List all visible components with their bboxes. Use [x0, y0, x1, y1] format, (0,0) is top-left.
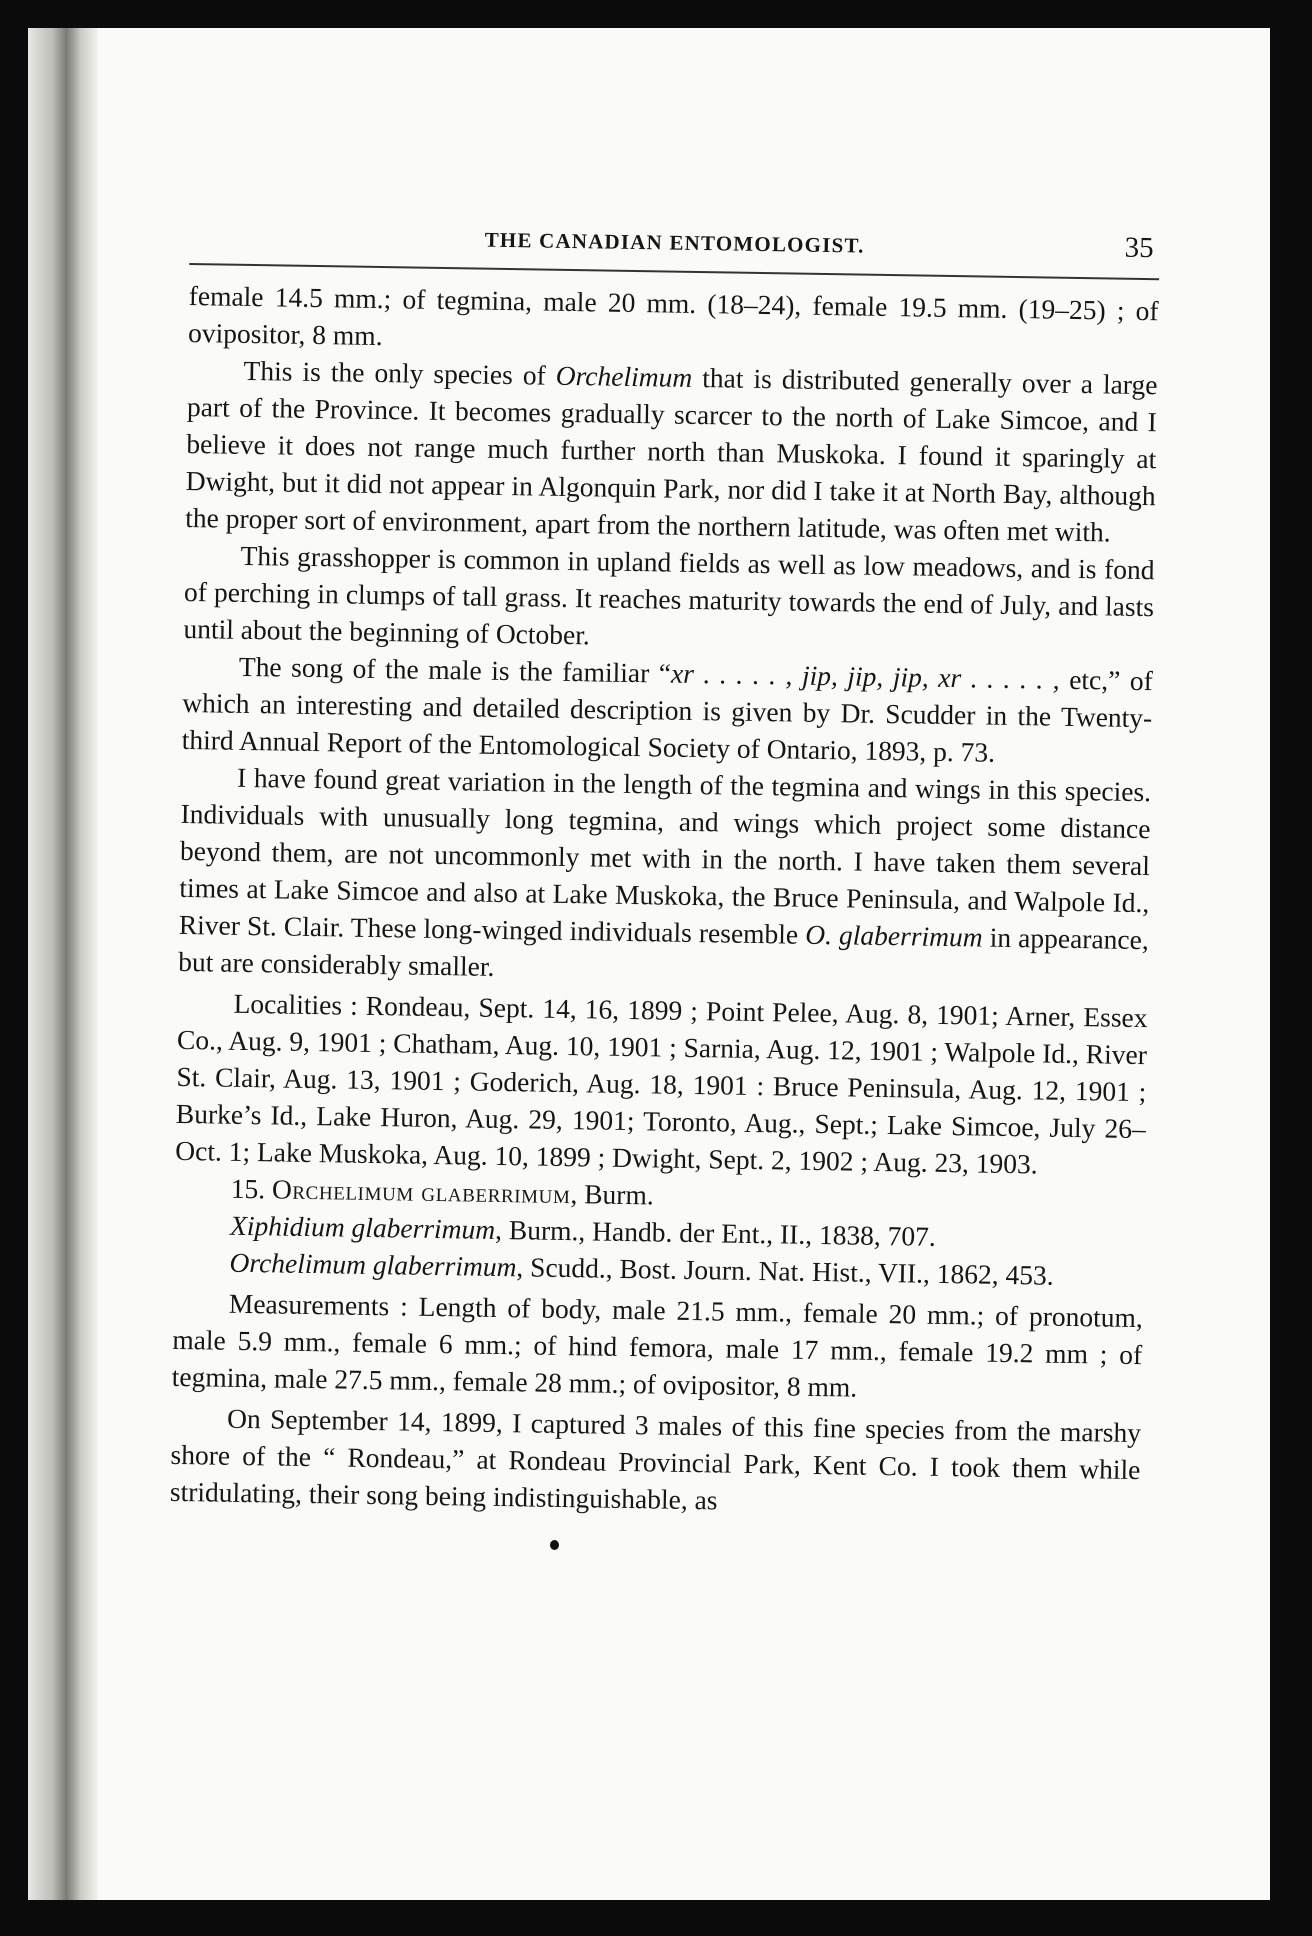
paragraph-song — [181, 647, 1153, 773]
synonym-name: Xiphidium glaberrimum — [229, 1209, 496, 1245]
species-name: O. glaberrimum — [805, 918, 983, 953]
paragraph-measurements-continued: female 14.5 mm.; of tegmina, male 20 mm. (18–24), female 19.5 mm. (19–25) ; of ovipositor, 8 mm. — [187, 279, 1159, 352]
text-run: that is distributed generally over a large part of the Province. It becomes gradually scarcer to the north of Lake Simcoe, and I believe it does not range much further north than Muskoka. I found it sparingly at Dwight, but it did not appear in Algonquin Park, nor did I take it at North Bay, although the proper sort of environment, apart from the northern latitude, was often met with. — [185, 361, 1158, 548]
journal-title: THE CANADIAN ENTOMOLOGIST. — [484, 227, 865, 258]
text-run: in appearance, but are considerably smaller. — [178, 921, 1149, 982]
paragraph-distribution — [185, 351, 1158, 551]
paragraph-capture: On September 14, 1899, I captured 3 males of this fine species from the marshy shore of the “ Rondeau,” at Rondeau Provincial Park, Kent Co. I took them while stridulating, their song being indistinguishable, as — [169, 1402, 1142, 1516]
paragraph-localities: Localities : Rondeau, Sept. 14, 16, 1899 ; Point Pelee, Aug. 8, 1901; Arner, Essex Co., Aug. 9, 1901 ; Chatham, Aug. 10, 1901 ; Sarnia, Aug. 12, 1901 ; Walpole Id., River St. Clair, Aug. 13, 1901 ; Goderich, Aug. 18, 1901 : Bruce Peninsula, Aug. 12, 1901 ; Burke’s Id., Lake Huron, Aug. 29, 1901; Toronto, Aug., Sept.; Lake Simcoe, July 26–Oct. 1; Lake Muskoka, Aug. 10, 1899 ; Dwight, Sept. 2, 1902 ; Aug. 23, 1903. — [175, 987, 1148, 1180]
synonym-name: Orchelimum glaberrimum — [229, 1246, 517, 1283]
text-run: I have found great variation in the length of the tegmina and wings in this species. Individuals with unusually long tegmina, and wings which project some distance beyond them, are not uncommonly met with in the north. I have taken them several times at Lake Simcoe and also at Lake Muskoka, the Bruce Peninsula, and Walpole Id., River St. Clair. These long-winged individuals resemble — [178, 761, 1152, 950]
paragraph-habitat: This grasshopper is common in upland fields as well as low meadows, and is fond of perching in clumps of tall grass. It reaches maturity towards the end of July, and lasts until about the beginning of October. — [183, 539, 1155, 651]
scan-border-bottom — [0, 1900, 1312, 1936]
synonym-citation: , Burm., Handb. der Ent., II., 1838, 707. — [494, 1213, 937, 1252]
species-authority: , Burm. — [570, 1178, 654, 1211]
paragraph-measurements: Measurements : Length of body, male 21.5 mm., female 20 mm.; of pronotum, male 5.9 mm., female 6 mm.; of hind femora, male 17 mm., female 19.2 mm ; of tegmina, male 27.5 mm., female 28 mm.; of ovipositor, 8 mm. — [171, 1287, 1144, 1403]
text-run: The song of the male is the familiar “ — [238, 650, 672, 689]
ink-speck — [550, 1540, 559, 1550]
body-text — [170, 277, 1159, 1525]
book-spine-shadow — [28, 28, 98, 1908]
genus-name: Orchelimum — [555, 359, 693, 393]
song-transcription: xr . . . . . , jip, jip, jip, xr . . . . . , — [670, 657, 1060, 695]
species-number: 15. — [230, 1172, 273, 1205]
text-run: etc,” of which an interesting and detailed description is given by Dr. Scudder in the Twenty-third Annual Report of the Entomological Society of Ontario, 1893, p. 73. — [181, 663, 1154, 768]
paragraph-variation — [178, 758, 1151, 995]
species-heading-name: Orchelimum glaberrimum — [271, 1173, 571, 1210]
page-number: 35 — [1124, 231, 1154, 265]
page-content — [170, 215, 1160, 1525]
scan-border-right — [1270, 28, 1312, 1936]
synonym-citation: , Scudd., Bost. Journ. Nat. Hist., VII., 1862, 453. — [516, 1251, 1054, 1291]
text-run: This is the only species of — [243, 354, 557, 391]
